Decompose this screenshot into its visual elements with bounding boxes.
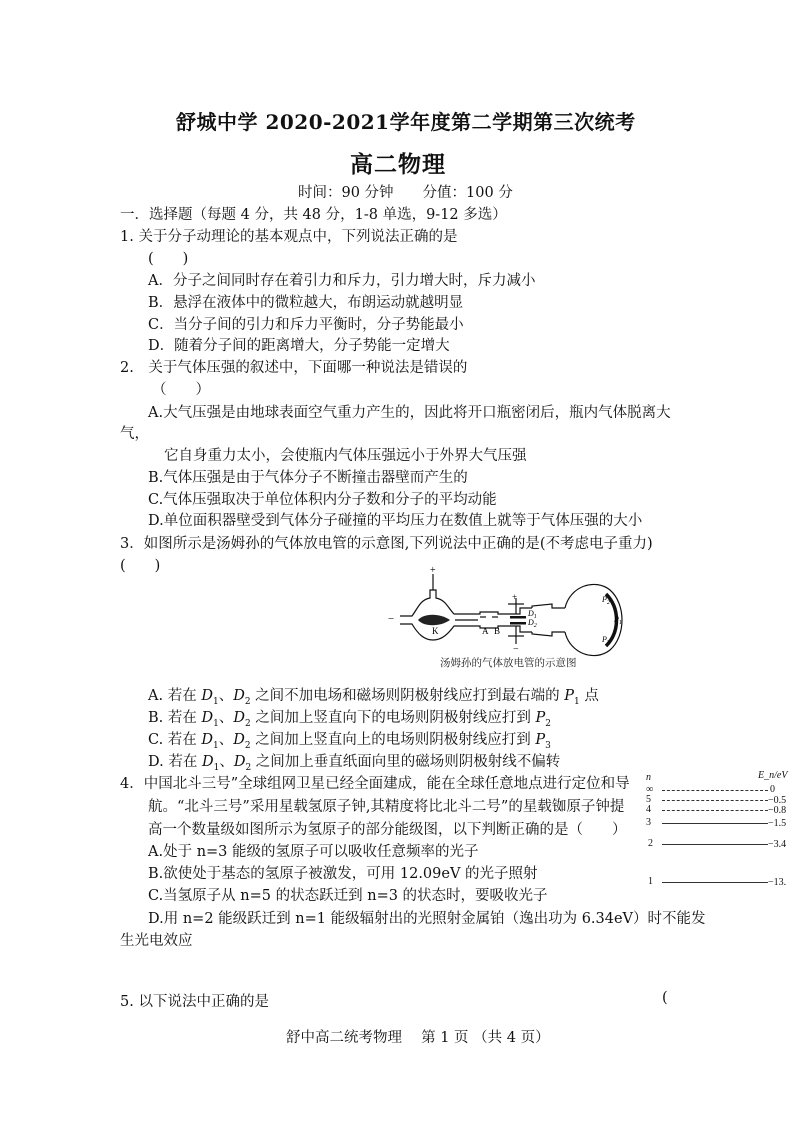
q4-stem-line2: 航。“北斗三号”采用星载氢原子钟,其精度将比北斗二号”的星载铷原子钟提 — [148, 799, 625, 815]
energy-level-line — [662, 882, 768, 883]
tube-label-d1: $D_1$ — [528, 609, 537, 620]
page-footer: 舒中高二统考物理 第 1 页 （共 4 页） — [286, 1030, 550, 1046]
energy-level-n: 3 — [646, 817, 651, 828]
q3-option-a: A. 若在 $D_1$、$D_2$ 之间不加电场和磁场则阴极射线应打到最右端的 $P_1$ 点 — [148, 688, 599, 707]
tube-label-p1: $P_1$ — [614, 615, 622, 626]
energy-level-n: 2 — [648, 838, 653, 849]
energy-level-n: ∞ — [646, 784, 654, 795]
tube-label-a: A — [482, 626, 489, 636]
energy-level-line — [662, 823, 768, 824]
q3-option-d: D. 若在 $D_1$、$D_2$ 之间加上垂直纸面向里的磁场则阴极射线不偏转 — [148, 754, 561, 773]
q3-option-c: C. 若在 $D_1$、$D_2$ 之间加上竖直向上的电场则阴极射线应打到 $P_3$ — [148, 732, 551, 751]
tube-label-k: K — [432, 626, 439, 636]
q5-stem: 5. 以下说法中正确的是 — [120, 994, 269, 1010]
tube-label-p2: $P_2$ — [602, 595, 610, 606]
tube-label-d2: $D_2$ — [528, 618, 537, 629]
tube-label-b: B — [494, 626, 501, 636]
tube-plus-top: + — [430, 565, 436, 576]
q2-option-a-line2: 气， — [120, 426, 149, 442]
figure-caption: 汤姆孙的气体放电管的示意图 — [440, 657, 577, 669]
q4-option-d-line2: 生光电效应 — [120, 933, 193, 949]
q4-option-b: B.欲使处于基态的氢原子被激发，可用 12.09eV 的光子照射 — [148, 866, 538, 882]
energy-level-line — [662, 844, 768, 845]
q1-stem: 1. 关于分子动理论的基本观点中，下列说法正确的是 — [120, 229, 458, 245]
energy-level-value: 0 — [770, 784, 775, 795]
energy-level-n: 4 — [646, 804, 651, 815]
q2-option-b: B.气体压强是由于气体分子不断撞击器壁而产生的 — [148, 470, 468, 486]
q3-stem: 3．如图所示是汤姆孙的气体放电管的示意图,下列说法中正确的是(不考虑电子重力) — [120, 536, 653, 552]
q4-option-d-line1: D.用 n=2 能级跃迁到 n=1 能级辐射出的光照射金属铂（逸出功为 6.34eV）时不能发 — [148, 911, 706, 927]
tube-plus-d1: + — [512, 592, 518, 602]
q4-stem-line3: 高一个数量级如图所示为氢原子的部分能级图，以下判断正确的是（ ） — [148, 822, 627, 838]
energy-level-line — [662, 800, 768, 801]
q2-option-d: D.单位面积器壁受到气体分子碰撞的平均压力在数值上就等于气体压强的大小 — [148, 513, 643, 529]
section-heading: 一．选择题（每题 4 分，共 48 分，1-8 单选，9-12 多选） — [120, 207, 507, 223]
q2-paren: （ ） — [152, 382, 210, 398]
energy-level-value: −1.5 — [768, 818, 787, 829]
energy-level-n: 5 — [646, 794, 651, 805]
q2-option-c: C.气体压强取决于单位体积内分子数和分子的平均动能 — [148, 492, 497, 508]
q2-option-a-line1: A.大气压强是由地球表面空气重力产生的，因此将开口瓶密闭后，瓶内气体脱离大 — [148, 405, 671, 421]
q1-paren: ( ) — [148, 251, 189, 267]
tube-label-p3: $P_3$ — [602, 635, 610, 646]
q3-paren: ( ) — [120, 558, 161, 574]
q4-option-c: C.当氢原子从 n=5 的状态跃迁到 n=3 的状态时，要吸收光子 — [148, 888, 548, 904]
q1-option-c: C．当分子间的引力和斥力平衡时，分子势能最小 — [148, 317, 464, 333]
exam-title: 舒城中学 2020-2021学年度第二学期第三次统考 — [176, 110, 636, 134]
q1-option-d: D．随着分子间的距离增大，分子势能一定增大 — [148, 338, 450, 354]
exam-meta: 时间：90 分钟 分值：100 分 — [298, 185, 513, 201]
q3-option-b: B. 若在 $D_1$、$D_2$ 之间加上竖直向下的电场则阴极射线应打到 $P_2$ — [148, 710, 551, 729]
q4-option-a: A.处于 n=3 能级的氢原子可以吸收任意频率的光子 — [148, 844, 479, 860]
energy-level-value: −3.4 — [768, 839, 787, 850]
q2-option-a-line3: 它自身重力太小，会使瓶内气体压强远小于外界大气压强 — [164, 448, 527, 464]
q5-paren: ( — [662, 990, 668, 1006]
q1-option-b: B．悬浮在液体中的微粒越大，布朗运动就越明显 — [148, 295, 464, 311]
subject-title: 高二物理 — [350, 151, 446, 178]
energy-level-value: −0.8 — [768, 805, 787, 816]
energy-level-n: 1 — [648, 876, 653, 887]
tube-minus-left: − — [388, 613, 395, 625]
energy-e-header: E_n/eV — [758, 770, 788, 781]
q4-stem-line1: 4．中国北斗三号”全球组网卫星已经全面建成，能在全球任意地点进行定位和导 — [120, 776, 630, 792]
energy-level-value: −0.5 — [768, 795, 787, 806]
tube-minus-d2: − — [513, 644, 519, 655]
energy-n-header: n — [646, 772, 651, 783]
energy-level-line — [662, 790, 768, 791]
energy-level-value: −13. — [768, 877, 787, 888]
energy-level-diagram — [640, 768, 794, 892]
energy-level-line — [662, 810, 768, 811]
q1-option-a: A．分子之间同时存在着引力和斥力，引力增大时，斥力减小 — [148, 273, 536, 289]
q2-stem: 2. 关于气体压强的叙述中，下面哪一种说法是错误的 — [120, 360, 468, 376]
